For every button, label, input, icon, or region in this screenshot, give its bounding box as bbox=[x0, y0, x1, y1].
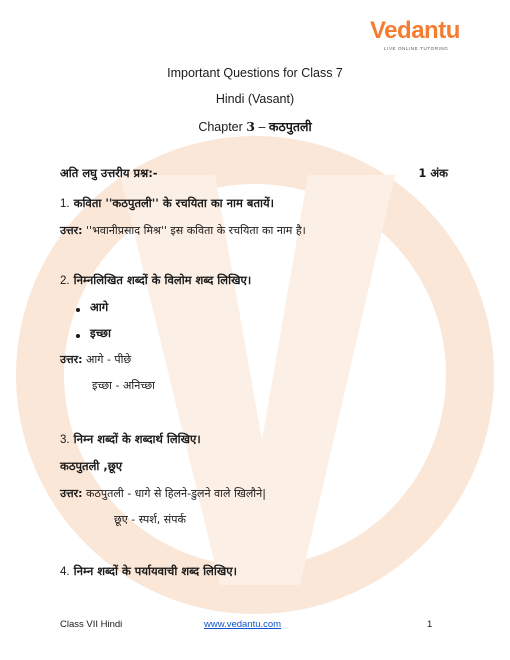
answer-3-label: उत्तर: bbox=[60, 487, 83, 500]
answer-1-label: उत्तर: bbox=[60, 224, 83, 237]
question-2 bbox=[60, 273, 251, 288]
answer-2-line-2: इच्छा - अनिच्छा bbox=[92, 379, 155, 392]
question-4-text: निम्न शब्दों के पर्यायवाची शब्द लिखिए। bbox=[73, 564, 237, 578]
chapter-prefix: Chapter bbox=[198, 120, 247, 134]
question-2-text: निम्नलिखित शब्दों के विलोम शब्द लिखिए। bbox=[73, 273, 252, 287]
question-1-text: कविता ''कठपुतली'' के रचयिता का नाम बतायें। bbox=[73, 196, 275, 210]
question-3-words: कठपुतली ,छूए bbox=[60, 459, 123, 473]
question-3-text: निम्न शब्दों के शब्दार्थ लिखिए। bbox=[73, 432, 201, 446]
brand-name: Vedantu bbox=[370, 17, 460, 44]
section-marks: 1 अंक bbox=[418, 166, 448, 180]
question-4 bbox=[60, 564, 237, 579]
answer-1 bbox=[60, 223, 306, 238]
footer-page-number: 1 bbox=[427, 619, 433, 630]
question-3-number: 3. bbox=[60, 434, 70, 446]
question-1 bbox=[60, 196, 274, 211]
question-2-number: 2. bbox=[60, 275, 70, 287]
bullet-item-2: इच्छा bbox=[90, 326, 111, 340]
vedantu-logo bbox=[370, 18, 470, 60]
answer-3 bbox=[60, 486, 266, 501]
chapter-number: 3 bbox=[246, 119, 255, 134]
question-1-number: 1. bbox=[60, 198, 70, 210]
bullet-dot bbox=[76, 334, 80, 338]
question-4-number: 4. bbox=[60, 566, 70, 578]
brand-tagline: LIVE ONLINE TUTORING bbox=[384, 46, 449, 51]
answer-2-line-1: आगे - पीछे bbox=[86, 353, 132, 366]
answer-3-line-1: कठपुतली - धागे से हिलने-डुलने वाले खिलौने| bbox=[86, 487, 266, 500]
chapter-heading bbox=[0, 118, 510, 135]
bullet-dot bbox=[76, 308, 80, 312]
answer-3-line-2: छूए - स्पर्श, संपर्क bbox=[114, 513, 186, 526]
chapter-dash: – bbox=[254, 120, 269, 134]
footer-class-label: Class VII Hindi bbox=[60, 619, 123, 630]
chapter-title: कठपुतली bbox=[268, 120, 312, 134]
footer-website-link[interactable]: www.vedantu.com bbox=[204, 619, 282, 630]
bullet-item-1: आगे bbox=[90, 300, 109, 314]
question-3 bbox=[60, 432, 201, 447]
doc-title: Important Questions for Class 7 bbox=[167, 66, 343, 80]
doc-subject: Hindi (Vasant) bbox=[215, 92, 295, 106]
answer-2 bbox=[60, 352, 131, 367]
answer-1-text: ''भवानीप्रसाद मिश्र'' इस कविता के रचयिता का नाम है। bbox=[86, 224, 306, 237]
section-title: अति लघु उत्तरीय प्रश्न:- bbox=[60, 166, 158, 180]
answer-2-label: उत्तर: bbox=[60, 353, 83, 366]
